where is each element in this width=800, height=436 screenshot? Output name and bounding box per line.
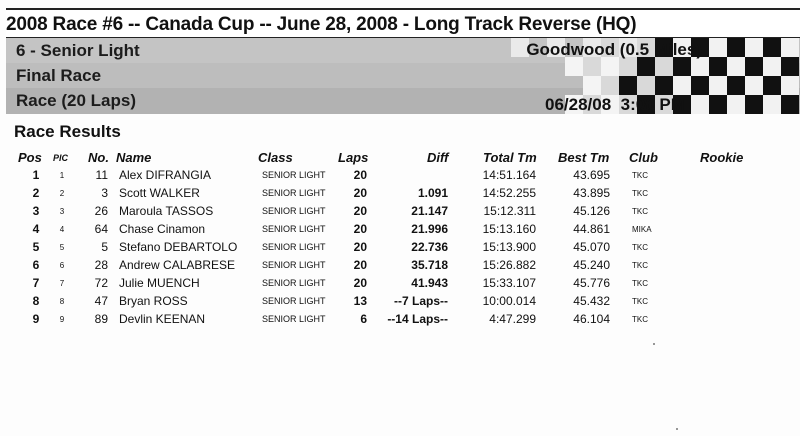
driver-name-cell: Maroula TASSOS (119, 204, 214, 218)
diff-cell: 22.736 (411, 240, 448, 254)
club-cell: TKC (632, 261, 648, 270)
class-cell: SENIOR LIGHT (262, 170, 326, 180)
race-laps-label: Race (20 Laps) (16, 91, 136, 110)
checker-square (763, 95, 781, 114)
checker-square (727, 38, 745, 57)
club-cell: TKC (632, 189, 648, 198)
laps-cell: 6 (360, 312, 367, 326)
checker-square (691, 76, 709, 95)
track-name: Goodwood (0.5 Miles) (526, 40, 702, 59)
club-cell: TKC (632, 315, 648, 324)
diff-cell: --7 Laps-- (394, 294, 448, 308)
best-time-cell: 46.104 (573, 312, 610, 326)
kart-number-cell: 3 (101, 186, 108, 200)
position-cell: 8 (32, 294, 40, 308)
driver-name-cell: Devlin KEENAN (119, 312, 206, 326)
pic-cell: 9 (59, 315, 65, 324)
best-time-cell: 44.861 (573, 222, 610, 236)
pic-cell: 2 (59, 189, 65, 198)
laps-cell: 20 (353, 168, 367, 182)
checker-square (655, 76, 673, 95)
col-header-pos: Pos (18, 150, 42, 165)
diff-cell: 21.147 (411, 204, 448, 218)
kart-number-cell: 11 (95, 168, 108, 182)
position-cell: 5 (32, 240, 40, 254)
table-row (0, 204, 800, 222)
laps-cell: 20 (353, 276, 367, 290)
table-row (0, 186, 800, 204)
checker-square (781, 38, 799, 57)
checker-square (511, 76, 529, 95)
section-title: Race Results (14, 122, 121, 141)
table-row (0, 222, 800, 240)
checker-square (763, 38, 781, 57)
club-cell: TKC (632, 207, 648, 216)
class-label: 6 - Senior Light (16, 41, 140, 60)
checker-square (565, 76, 583, 95)
pic-cell: 4 (59, 225, 65, 234)
col-header-pic: PIC (53, 153, 69, 163)
checker-square (619, 76, 637, 95)
diff-cell: 1.091 (417, 186, 448, 200)
diff-cell: 41.943 (411, 276, 448, 290)
title-bar (6, 8, 800, 39)
best-time-cell: 45.432 (573, 294, 610, 308)
total-time-cell: 4:47.299 (489, 312, 536, 326)
checker-square (709, 57, 727, 76)
scan-speck (676, 428, 678, 430)
checker-square (691, 95, 709, 114)
position-cell: 7 (32, 276, 40, 290)
position-cell: 9 (32, 312, 40, 326)
position-cell: 3 (32, 204, 40, 218)
total-time-cell: 15:13.900 (482, 240, 536, 254)
class-cell: SENIOR LIGHT (262, 314, 326, 324)
laps-cell: 20 (353, 204, 367, 218)
driver-name-cell: Chase Cinamon (119, 222, 206, 236)
driver-name-cell: Julie MUENCH (119, 276, 200, 290)
best-time-cell: 45.776 (573, 276, 610, 290)
table-row (0, 258, 800, 276)
total-time-cell: 15:26.882 (482, 258, 536, 272)
driver-name-cell: Scott WALKER (119, 186, 200, 200)
table-row (0, 294, 800, 312)
class-cell: SENIOR LIGHT (262, 296, 326, 306)
checker-square (781, 57, 799, 76)
club-cell: TKC (632, 171, 648, 180)
col-header-total-time: Total Tm (483, 150, 537, 165)
checker-square (583, 76, 601, 95)
club-cell: TKC (632, 297, 648, 306)
total-time-cell: 14:52.255 (482, 186, 536, 200)
table-row (0, 276, 800, 294)
checker-square (709, 38, 727, 57)
kart-number-cell: 28 (94, 258, 108, 272)
pic-cell: 8 (59, 297, 65, 306)
checker-square (745, 38, 763, 57)
best-time-cell: 45.240 (573, 258, 610, 272)
checker-square (781, 76, 799, 95)
total-time-cell: 15:13.160 (482, 222, 536, 236)
checker-square (781, 95, 799, 114)
scan-speck (653, 343, 655, 345)
checker-square (709, 76, 727, 95)
checker-square (601, 76, 619, 95)
pic-cell: 6 (59, 261, 65, 270)
col-header-best-time: Best Tm (558, 150, 610, 165)
checker-square (745, 57, 763, 76)
checker-square (547, 76, 565, 95)
col-header-diff: Diff (427, 150, 449, 165)
kart-number-cell: 64 (94, 222, 108, 236)
pic-cell: 5 (59, 243, 65, 252)
position-cell: 6 (32, 258, 40, 272)
checker-square (673, 76, 691, 95)
pic-cell: 3 (59, 207, 65, 216)
checker-square (727, 76, 745, 95)
kart-number-cell: 89 (94, 312, 108, 326)
race-date: 06/28/08 (545, 95, 612, 114)
club-cell: MIKA (632, 225, 652, 234)
checker-square (727, 57, 745, 76)
col-header-rookie: Rookie (700, 150, 744, 165)
class-cell: SENIOR LIGHT (262, 188, 326, 198)
col-header-laps: Laps (338, 150, 369, 165)
driver-name-cell: Alex DIFRANGIA (119, 168, 212, 182)
diff-cell: 35.718 (411, 258, 448, 272)
class-cell: SENIOR LIGHT (262, 278, 326, 288)
total-time-cell: 14:51.164 (482, 168, 536, 182)
checker-square (745, 76, 763, 95)
best-time-cell: 45.126 (573, 204, 610, 218)
race-time: 3:00 PM (620, 95, 685, 114)
club-cell: TKC (632, 243, 648, 252)
table-row (0, 168, 800, 186)
col-header-name: Name (116, 150, 152, 165)
diff-cell: 21.996 (411, 222, 448, 236)
col-header-club: Club (629, 150, 658, 165)
kart-number-cell: 26 (94, 204, 108, 218)
pic-cell: 1 (59, 171, 65, 180)
total-time-cell: 10:00.014 (482, 294, 536, 308)
race-datetime (545, 95, 685, 115)
position-cell: 2 (32, 186, 40, 200)
col-header-class: Class (258, 150, 293, 165)
pic-cell: 7 (59, 279, 65, 288)
total-time-cell: 15:12.311 (483, 204, 536, 218)
driver-name-cell: Bryan ROSS (119, 294, 188, 308)
diff-cell: --14 Laps-- (387, 312, 448, 326)
checker-square (511, 95, 529, 114)
kart-number-cell: 5 (101, 240, 108, 254)
class-cell: SENIOR LIGHT (262, 260, 326, 270)
total-time-cell: 15:33.107 (482, 276, 536, 290)
driver-name-cell: Andrew CALABRESE (119, 258, 236, 272)
laps-cell: 20 (353, 222, 367, 236)
best-time-cell: 43.695 (573, 168, 610, 182)
best-time-cell: 43.895 (573, 186, 610, 200)
best-time-cell: 45.070 (573, 240, 610, 254)
col-header-no: No. (88, 150, 109, 165)
table-row (0, 312, 800, 330)
checker-square (763, 57, 781, 76)
class-cell: SENIOR LIGHT (262, 242, 326, 252)
laps-cell: 20 (353, 240, 367, 254)
kart-number-cell: 47 (94, 294, 108, 308)
race-type-label: Final Race (16, 66, 102, 85)
club-cell: TKC (632, 279, 648, 288)
checker-square (745, 95, 763, 114)
position-cell: 4 (32, 222, 40, 236)
checker-square (727, 95, 745, 114)
class-cell: SENIOR LIGHT (262, 206, 326, 216)
laps-cell: 20 (353, 258, 367, 272)
race-title: 2008 Race #6 -- Canada Cup -- June 28, 2008 - Long Track Reverse (HQ) (6, 14, 637, 35)
class-cell: SENIOR LIGHT (262, 224, 326, 234)
laps-cell: 20 (353, 186, 367, 200)
position-cell: 1 (32, 168, 40, 182)
laps-cell: 13 (353, 294, 367, 308)
kart-number-cell: 72 (94, 276, 108, 290)
checker-square (763, 76, 781, 95)
checker-square (637, 76, 655, 95)
table-row (0, 240, 800, 258)
checker-square (709, 95, 727, 114)
checker-square (529, 76, 547, 95)
driver-name-cell: Stefano DEBARTOLO (119, 240, 238, 254)
